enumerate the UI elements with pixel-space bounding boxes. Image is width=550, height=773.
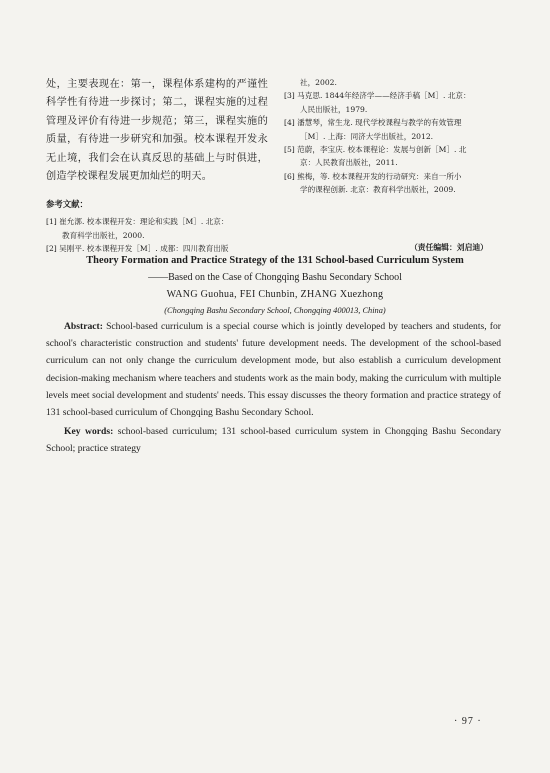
reference-line: [2] 吴刚平. 校本课程开发［M］. 成都：四川教育出版 (46, 244, 229, 254)
reference-item (284, 89, 506, 116)
reference-line: [3] 马克思. 1844年经济学——经济手稿［M］. 北京： (284, 91, 471, 101)
reference-continuation: 人民出版社，1979. (300, 104, 368, 114)
page-number: · 97 · (454, 716, 482, 727)
english-keywords (46, 423, 501, 457)
reference-line: [4] 潘慧琴，常生龙. 现代学校课程与教学的有效管理 (284, 118, 462, 128)
right-column (284, 76, 506, 197)
reference-continuation: ［M］. 上海：同济大学出版社，2012. (300, 131, 434, 141)
abstract-text: School-based curriculum is a special course which is jointly developed by teachers and students, for school's characteristic construction and students' future development needs. The development of the school-based curriculum can not only change the curriculum development mode, but also establish a curriculum development decision-making mechanism where teachers and students work as the main body, making the curriculum with multiple levels meet social development and students' needs. This essay discusses the theory formation and practice strategy of 131 school-based curriculum of Chongqing Bashu Secondary School. (46, 321, 501, 419)
reference-item (284, 143, 506, 170)
reference-continuation: 教育科学出版社，2000. (62, 230, 145, 240)
reference-continuation: 社，2002. (300, 78, 337, 87)
reference-item (46, 215, 268, 242)
keywords-label: Key words: (64, 426, 114, 437)
reference-continuation: 学的课程创新. 北京：教育科学出版社，2009. (300, 185, 456, 195)
reference-continuation: 京：人民教育出版社，2011. (300, 158, 398, 168)
english-subtitle: ——Based on the Case of Chongqing Bashu Secondary School (148, 272, 402, 283)
reference-item (284, 170, 506, 197)
reference-line: [1] 崔允漷. 校本课程开发：理论和实践［M］. 北京： (46, 217, 229, 227)
references-heading: 参考文献： (46, 199, 88, 210)
reference-line: [6] 熊梅，等. 校本课程开发的行动研究：来自一所小 (284, 171, 462, 181)
english-title: Theory Formation and Practice Strategy of the 131 School-based Curriculum System (86, 255, 464, 266)
english-authors: WANG Guohua, FEI Chunbin, ZHANG Xuezhong (166, 289, 384, 300)
keywords-text: school-based curriculum; 131 school-based curriculum system in Chongqing Bashu Secondary School; practice strategy (46, 426, 501, 455)
left-column (46, 76, 268, 256)
abstract-label: Abstract: (64, 321, 103, 332)
responsible-editor: （责任编辑：刘启迪） (410, 243, 488, 252)
reference-item (284, 116, 506, 143)
english-abstract (46, 318, 501, 421)
english-affiliation: (Chongqing Bashu Secondary School, Chongqing 400013, China) (164, 306, 386, 315)
closing-paragraph: 处，主要表现在：第一，课程体系建构的严谨性科学性有待进一步探讨；第二，课程实施的过程管理及评价有待进一步规范；第三，课程实施的质量，有待进一步研究和加强。校本课程开发永无止境，我们会在认真反思的基础上与时俱进，创造学校课程发展更加灿烂的明天。 (46, 79, 268, 183)
reference-item (46, 242, 268, 255)
reference-line: [5] 范蔚，李宝庆. 校本课程论：发展与创新［M］. 北 (284, 145, 467, 155)
